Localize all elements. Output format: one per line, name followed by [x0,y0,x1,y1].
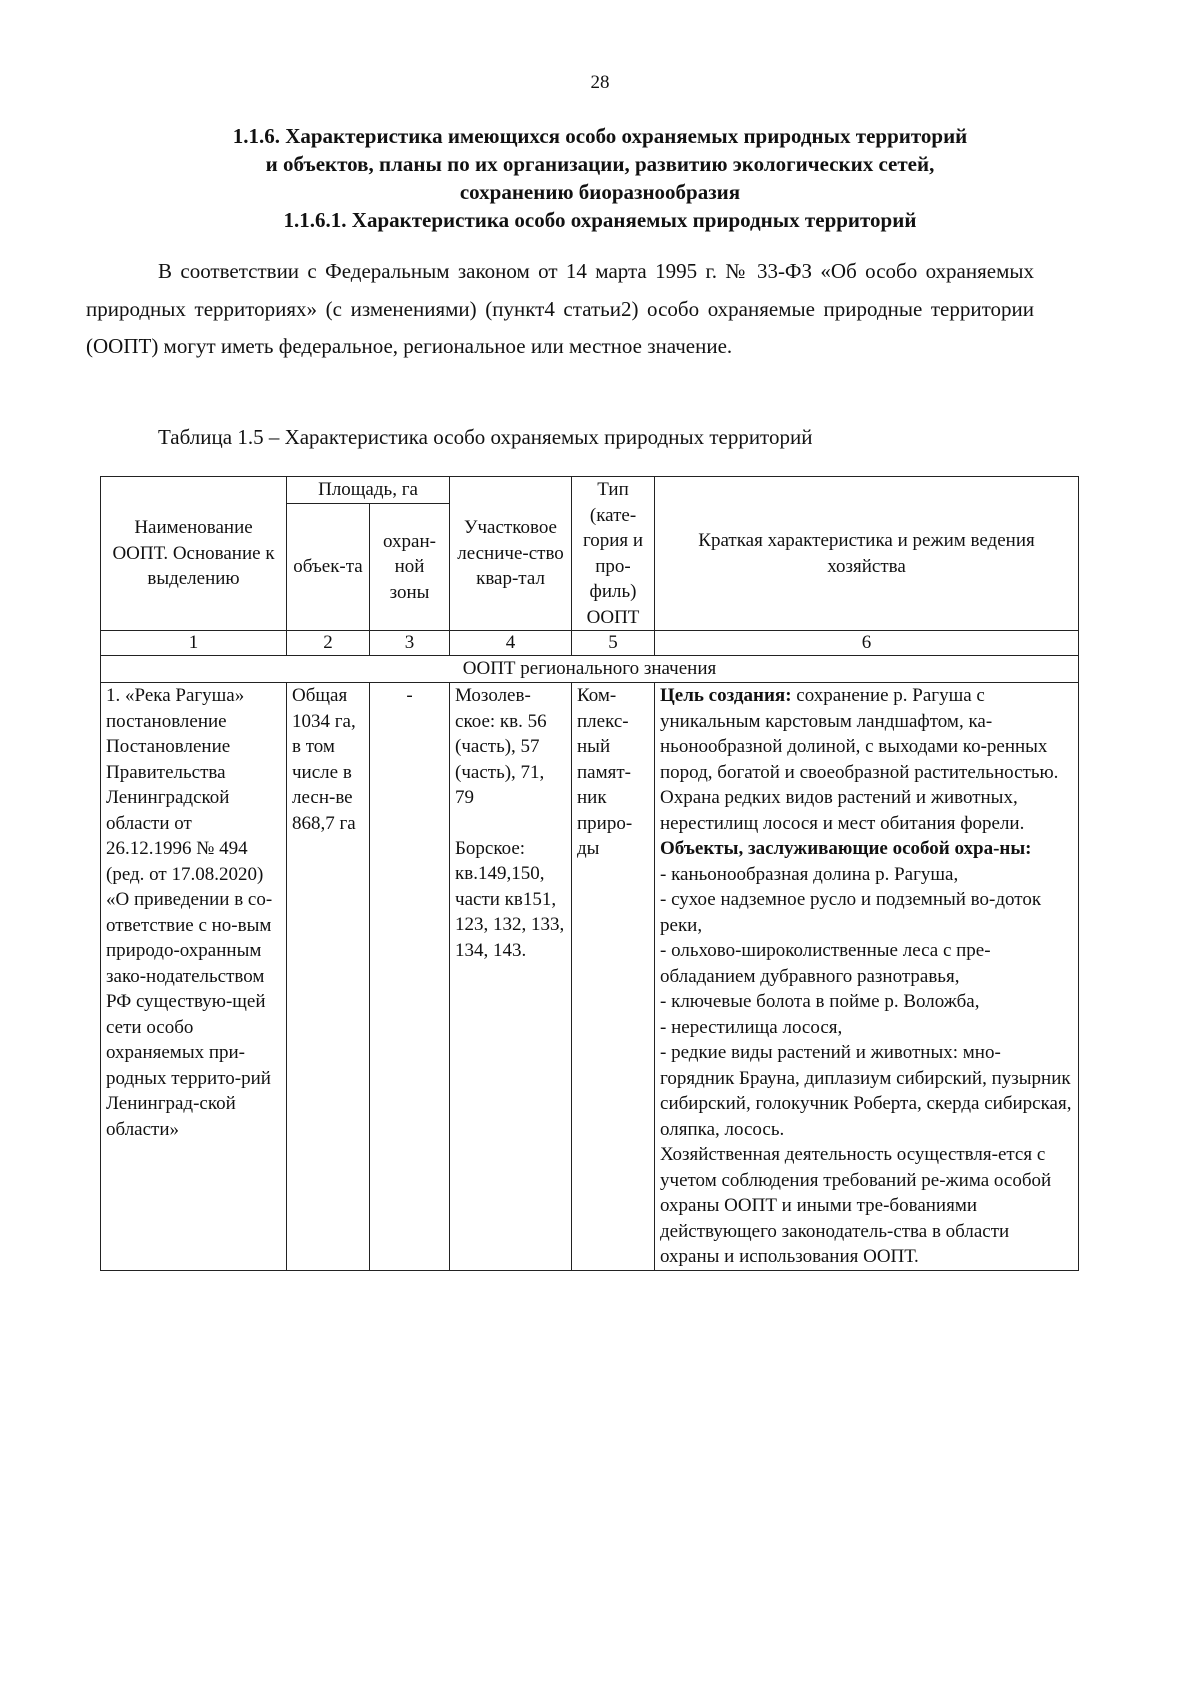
goal-text: сохранение р. Рагуша с уникальным карстовым ландшафтом, ка-ньонообразной долиной, с выходами ко-ренных пород, богатой и своеобразной растительностью. Охрана редких видов растений и животных, нерестилищ лосося и мест обитания форели. [660,685,1059,834]
header-area-object: объек-та [287,504,370,631]
forestry-part-1: Мозолев-ское: кв. 56 (часть), 57 (часть), 71, 79 [455,685,547,808]
cell-forestry [450,683,572,1271]
heading-line-3: сохранению биоразнообразия [459,180,741,204]
activity-paragraph: Хозяйственная деятельность осуществля-ется с учетом соблюдения требований ре-жима особой охраны ООПТ и иными тре-бованиями действующего законодатель-ства в области охраны и использования ООПТ. [660,1144,1052,1267]
column-number: 1 [101,631,287,656]
header-description: Краткая характеристика и режим ведения хозяйства [655,477,1079,631]
goal-label: Цель создания: [660,685,792,706]
forestry-part-2: Борское: кв.149,150, части кв151, 123, 132, 133, 134, 143. [455,837,565,961]
cell-area-object: Общая 1034 га, в том числе в лесн-ве 868,7 га [287,683,370,1271]
section-label: ООПТ регионального значения [101,656,1079,683]
section-row [101,656,1079,683]
table-caption: Таблица 1.5 – Характеристика особо охраняемых природных территорий [158,425,813,449]
intro-paragraph: В соответствии с Федеральным законом от 14 марта 1995 г. № 33-ФЗ «Об особо охраняемых природных территориях» (с изменениями) (пункт4 статьи2) особо охраняемые природные территории (ООПТ) могут иметь федеральное, региональное или местное значение. [86,259,1034,358]
page-number: 28 [590,72,610,93]
header-row-1 [101,477,1079,504]
section-heading [110,122,1090,234]
column-number: 3 [370,631,450,656]
column-number: 6 [655,631,1079,656]
cell-area-zone: - [370,683,450,1271]
cell-type: Ком-плекс-ный памят-ник приро-ды [572,683,655,1271]
objects-label: Объекты, заслуживающие особой охра-ны: [660,838,1032,859]
object-item: - ключевые болота в пойме р. Воложба, [660,991,980,1012]
object-item: - нерестилища лосося, [660,1016,843,1038]
column-number: 5 [572,631,655,656]
cell-name: 1. «Река Рагуша» постановление Постановление Правительства Ленинградской области от 26.12.1996 № 494 (ред. от 17.08.2020) «О приведении в со-ответствие с но-вым природо-охранным зако-нодательством РФ существую-щей сети особо охраняемых при-родных террито-рий Ленинград-ской области» [101,683,287,1271]
object-item: - сухое надземное русло и подземный во-доток реки, [660,889,1042,936]
heading-line-1: 1.1.6. Характеристика имеющихся особо охраняемых природных территорий [232,124,968,148]
column-number: 4 [450,631,572,656]
header-name: Наименование ООПТ. Основание к выделению [101,477,287,631]
object-item: - ольхово-широколиственные леса с пре-обладанием дубравного разнотравья, [660,940,991,987]
header-area-zone: охран-ной зоны [370,504,450,631]
goal-paragraph [660,683,1073,836]
table-row [101,683,1079,1271]
column-number: 2 [287,631,370,656]
header-area-group: Площадь, га [287,477,450,504]
object-item: - каньонообразная долина р. Рагуша, [660,863,959,885]
header-type: Тип (кате-гория и про-филь) ООПТ [572,477,655,631]
oopt-table [100,476,1079,1271]
column-numbers-row [101,631,1079,656]
header-forestry: Участковое лесниче-ство квар-тал [450,477,572,631]
object-item: - редкие виды растений и животных: мно-горядник Брауна, диплазиум сибирский, пузырник сибирский, голокучник Роберта, скерда сибирская, оляпка, лосось. [660,1042,1072,1140]
heading-line-4: 1.1.6.1. Характеристика особо охраняемых природных территорий [283,208,917,232]
heading-line-2: и объектов, планы по их организации, развитию экологических сетей, [265,152,935,176]
cell-description [655,683,1079,1271]
